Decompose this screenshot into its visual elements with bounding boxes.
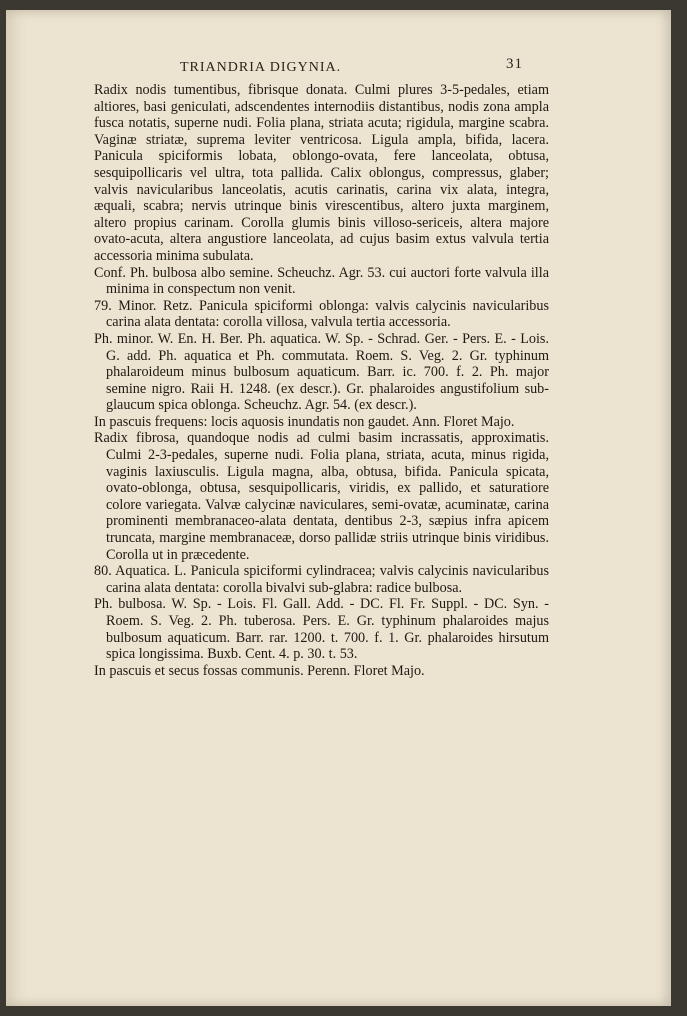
page-number: 31 [506,56,523,72]
body-text [94,82,549,679]
paragraph-habitat-minor: In pascuis frequens: locis aquosis inundatis non gaudet. Ann. Floret Majo. [94,413,515,430]
paragraph-synonyms-bulbosa: Ph. bulbosa. W. Sp. - Lois. Fl. Gall. Add. - DC. Fl. Fr. Suppl. - DC. Syn. - Roem. S. Veg. 2. Ph. tuberosa. Pers. E. Gr. typhinum phalaroides majus bulbosum aquaticum. Barr. rar. 1200. t. 700. f. 1. Gr. phalaroides hirsutum spica longissima. Buxb. Cent. 4. p. 30. t. 53. [94,596,549,663]
paragraph-radix-fibrosa: Radix fibrosa, quandoque nodis ad culmi basim incrassatis, approximatis. Culmi 2-3-pedales, superne nudi. Folia plana, striata, acuta, minus rigida, vaginis laxiusculis. Ligula magna, alba, obtusa, bifida. Panicula spicata, ovato-oblonga, obtusa, sesquipollicaris, viridis, ex pallido, et saturatiore colore variegata. Valvæ calycinæ naviculares, semi-ovatæ, acuminatæ, carina prominenti membranaceo-alata dentata, dentibus 2-3, sæpius infra apicem truncata, margine membranaceæ, dorso pallidæ striis utrinque binis viridibus. Corolla ut in præcedente. [94,430,549,563]
paragraph-radix-description: Radix nodis tumentibus, fibrisque donata. Culmi plures 3-5-pedales, etiam altiores, basi geniculati, adscendentes internodiis distantibus, nodis zona ampla fusca notatis, superne nudi. Folia plana, striata acuta; rigidula, margine scabra. Vaginæ striatæ, suprema leviter ventricosa. Ligula ampla, bifida, lacera. Panicula spiciformis lobata, oblongo-ovata, fere lanceolata, obtusa, sesquipollicaris vel ultra, tota pallida. Calix oblongus, compressus, glaber; valvis navicularibus lanceolatis, acutis carinatis, carina vix alata, integra, æquali, scabra; nervis utrinque binis virescentibus, altero juxta marginem, altero propius carinam. Corolla glumis binis villoso-sericeis, altera majore ovato-acuta, altera angustiore lanceolata, ad cujus basim extus valvula tertia accessoria minima subulata. [94,82,549,264]
book-page [6,10,671,1006]
paragraph-conf: Conf. Ph. bulbosa albo semine. Scheuchz. Agr. 53. cui auctori forte valvula illa minima in conspectum non venit. [94,264,549,298]
page-title: TRIANDRIA DIGYNIA. [180,60,342,75]
paragraph-synonyms-minor: Ph. minor. W. En. H. Ber. Ph. aquatica. W. Sp. - Schrad. Ger. - Pers. E. - Lois. G. add. Ph. aquatica et Ph. commutata. Roem. S. Veg. 2. Gr. typhinum phalaroideum minus bulbosum aquaticum. Barr. ic. 700. f. 2. Ph. major semine nigro. Raii H. 1248. (ex descr.). Gr. phalaroides angustifolium sub-glaucum spica oblonga. Scheuchz. Agr. 54. (ex descr.). [94,330,549,414]
paragraph-species-80: 80. Aquatica. L. Panicula spiciformi cylindracea; valvis calycinis navicularibus carina alata dentata: corolla bivalvi sub-glabra: radice bulbosa. [94,563,549,596]
running-header [6,56,671,82]
paragraph-species-79: 79. Minor. Retz. Panicula spiciformi oblonga: valvis calycinis navicularibus carina alata dentata: corolla villosa, valvula tertia accessoria. [94,297,549,331]
paragraph-habitat-aquatica: In pascuis et secus fossas communis. Perenn. Floret Majo. [94,662,425,679]
